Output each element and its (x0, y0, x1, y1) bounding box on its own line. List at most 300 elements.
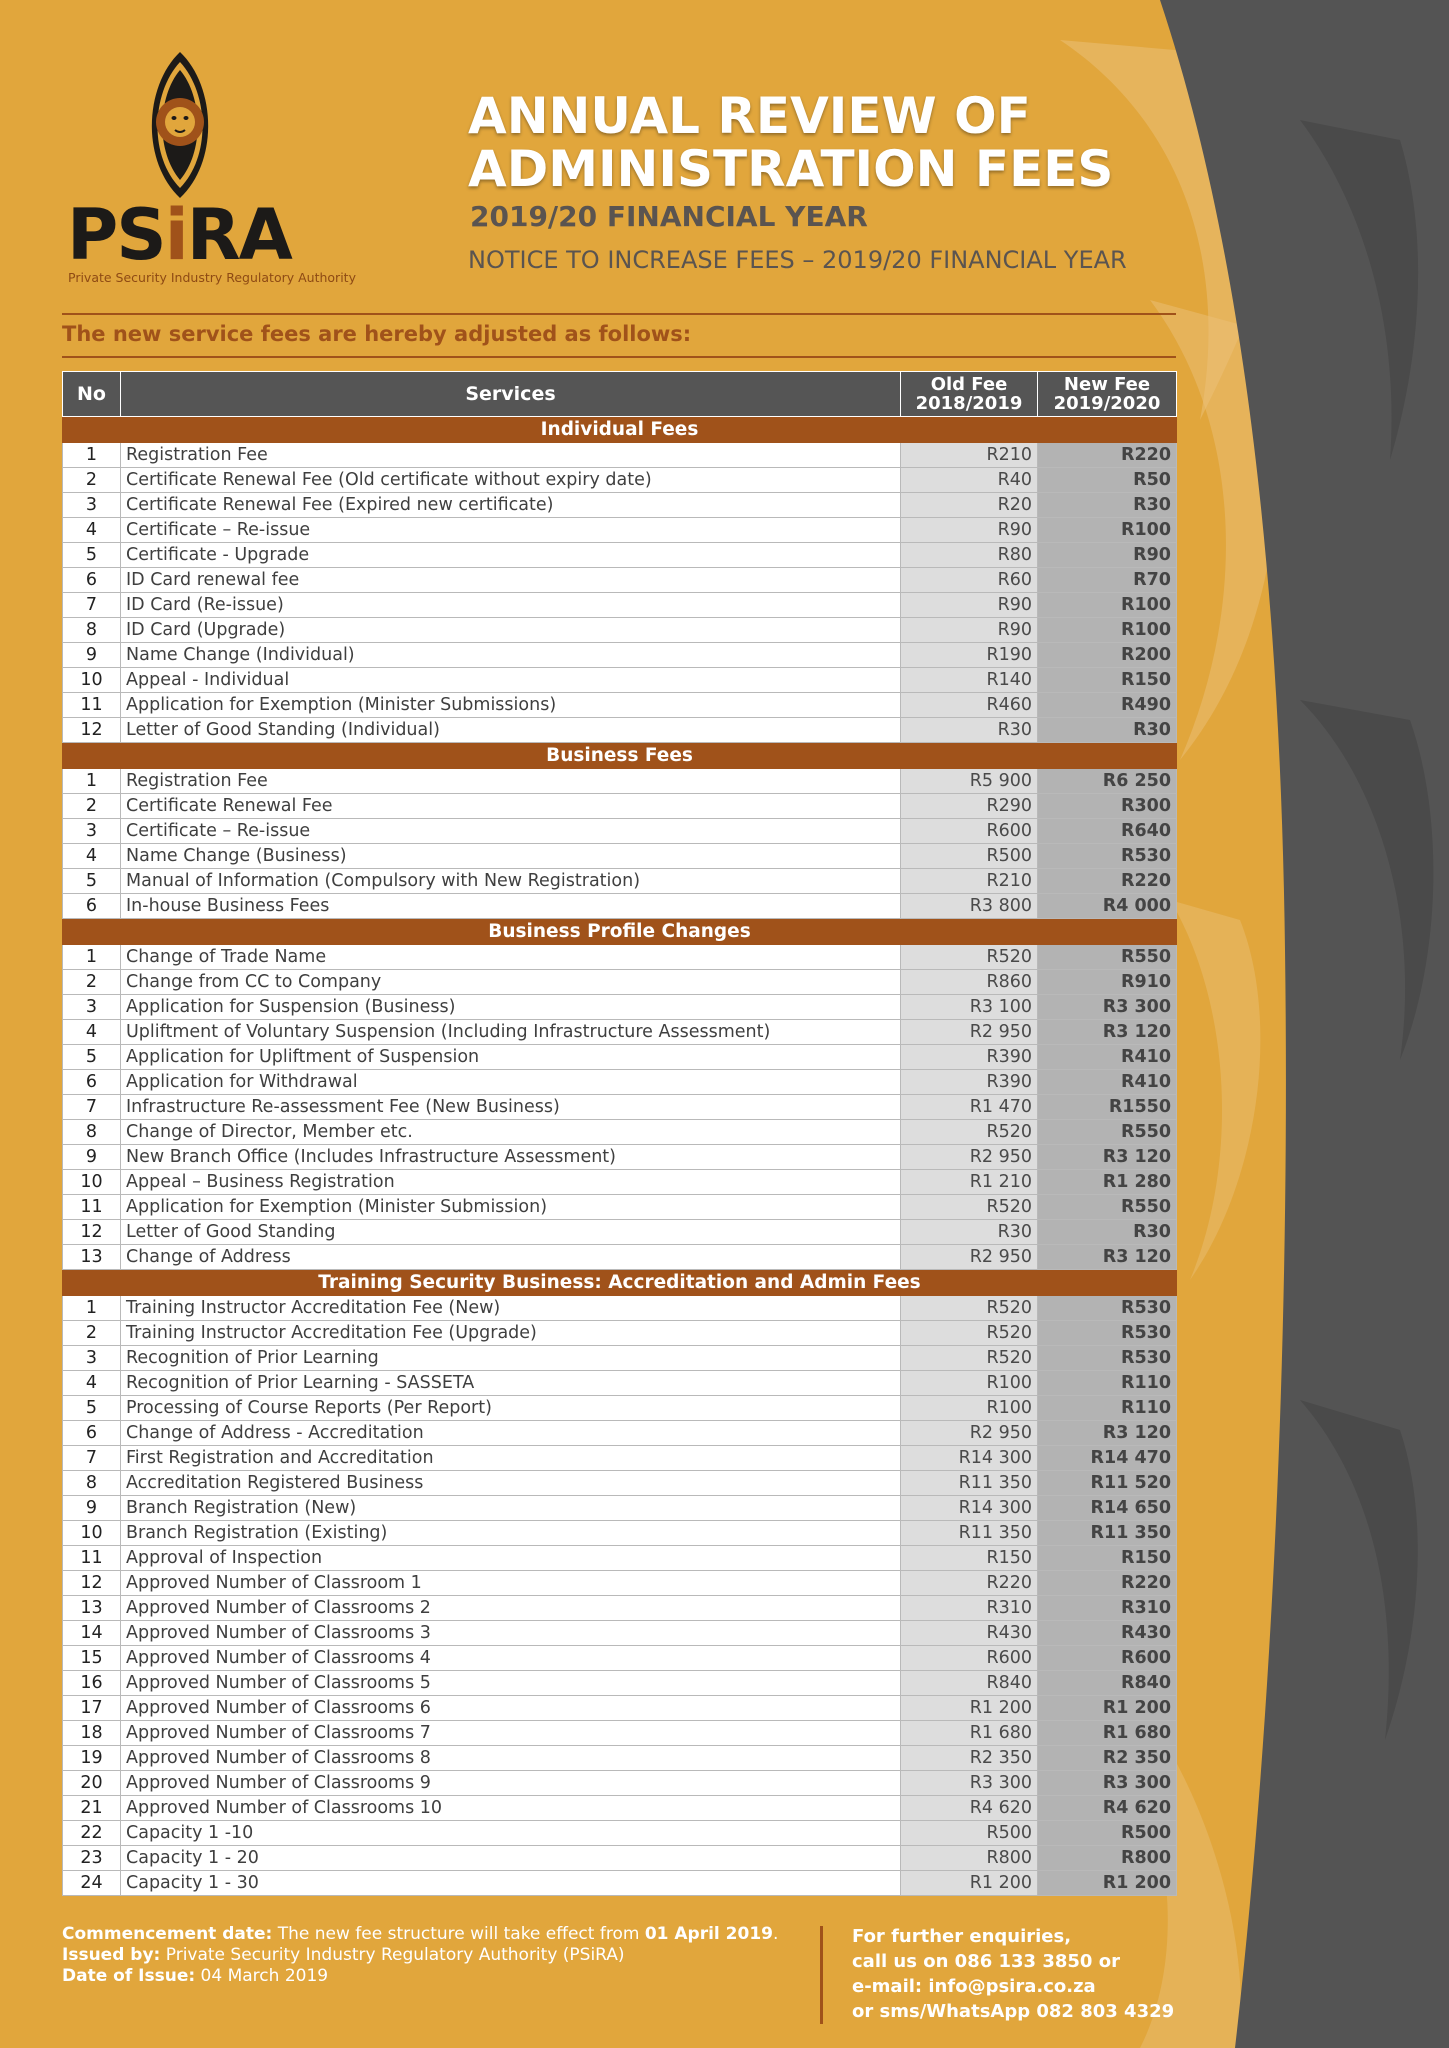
new-fee: R220 (1038, 869, 1177, 894)
row-number: 13 (63, 1245, 121, 1270)
table-row (63, 1045, 1177, 1070)
service-name: Approved Number of Classrooms 3 (121, 1621, 901, 1646)
old-fee: R1 210 (901, 1170, 1038, 1195)
new-fee: R3 120 (1038, 1245, 1177, 1270)
new-fee: R150 (1038, 1546, 1177, 1571)
old-fee: R500 (901, 844, 1038, 869)
new-fee: R14 470 (1038, 1446, 1177, 1471)
service-name: Infrastructure Re-assessment Fee (New Business) (121, 1095, 901, 1120)
service-name: Accreditation Registered Business (121, 1471, 901, 1496)
old-fee: R30 (901, 718, 1038, 743)
row-number: 4 (63, 1371, 121, 1396)
phone-line: call us on 086 133 3850 or (852, 1951, 1120, 1972)
divider-top (62, 313, 1176, 315)
contact-info (852, 1924, 1174, 2024)
row-number: 6 (63, 894, 121, 919)
old-fee: R520 (901, 1321, 1038, 1346)
service-name: Upliftment of Voluntary Suspension (Including Infrastructure Assessment) (121, 1020, 901, 1045)
table-row (63, 894, 1177, 919)
row-number: 18 (63, 1721, 121, 1746)
service-name: Appeal – Business Registration (121, 1170, 901, 1195)
new-fee: R3 120 (1038, 1421, 1177, 1446)
service-name: ID Card renewal fee (121, 568, 901, 593)
table-row (63, 1296, 1177, 1321)
new-fee: R4 000 (1038, 894, 1177, 919)
service-name: Certificate – Re-issue (121, 819, 901, 844)
table-row (63, 1070, 1177, 1095)
table-row (63, 869, 1177, 894)
old-fee: R220 (901, 1571, 1038, 1596)
new-fee: R100 (1038, 618, 1177, 643)
table-row (63, 1871, 1177, 1896)
row-number: 14 (63, 1621, 121, 1646)
row-number: 5 (63, 1396, 121, 1421)
row-number: 3 (63, 493, 121, 518)
new-fee: R70 (1038, 568, 1177, 593)
service-name: Capacity 1 - 20 (121, 1846, 901, 1871)
new-fee: R6 250 (1038, 769, 1177, 794)
table-row (63, 844, 1177, 869)
old-fee: R80 (901, 543, 1038, 568)
service-name: Branch Registration (Existing) (121, 1521, 901, 1546)
new-fee: R220 (1038, 443, 1177, 468)
service-name: Certificate Renewal Fee (121, 794, 901, 819)
old-fee: R90 (901, 618, 1038, 643)
row-number: 1 (63, 945, 121, 970)
table-row (63, 618, 1177, 643)
new-fee: R50 (1038, 468, 1177, 493)
service-name: Certificate Renewal Fee (Expired new certificate) (121, 493, 901, 518)
new-fee: R110 (1038, 1371, 1177, 1396)
service-name: Approved Number of Classrooms 4 (121, 1646, 901, 1671)
financial-year-subtitle: 2019/20 FINANCIAL YEAR (470, 200, 868, 233)
lion-shield-icon (130, 50, 230, 200)
table-row (63, 1621, 1177, 1646)
service-name: Approved Number of Classrooms 2 (121, 1596, 901, 1621)
table-row (63, 1646, 1177, 1671)
table-row (63, 568, 1177, 593)
table-row (63, 1195, 1177, 1220)
service-name: Recognition of Prior Learning - SASSETA (121, 1371, 901, 1396)
new-fee: R30 (1038, 1220, 1177, 1245)
table-row (63, 1546, 1177, 1571)
new-fee: R150 (1038, 668, 1177, 693)
old-fee: R2 350 (901, 1746, 1038, 1771)
new-fee: R100 (1038, 593, 1177, 618)
fees-table-body (63, 417, 1177, 1896)
row-number: 9 (63, 1145, 121, 1170)
fees-table (62, 371, 1177, 1896)
old-fee: R3 300 (901, 1771, 1038, 1796)
logo-wordmark: PSiRA (67, 194, 291, 276)
new-fee: R3 120 (1038, 1145, 1177, 1170)
service-name: Manual of Information (Compulsory with New Registration) (121, 869, 901, 894)
old-fee: R20 (901, 493, 1038, 518)
old-fee: R60 (901, 568, 1038, 593)
section-title: Individual Fees (63, 417, 1177, 443)
table-row (63, 945, 1177, 970)
whatsapp-line: or sms/WhatsApp 082 803 4329 (852, 2001, 1175, 2022)
service-name: Approved Number of Classroom 1 (121, 1571, 901, 1596)
row-number: 5 (63, 543, 121, 568)
section-header-row (63, 919, 1177, 945)
section-title: Business Profile Changes (63, 919, 1177, 945)
title-line-2: ADMINISTRATION FEES (468, 140, 1114, 198)
service-name: Change of Address (121, 1245, 901, 1270)
table-row (63, 668, 1177, 693)
old-fee: R90 (901, 593, 1038, 618)
new-fee: R3 300 (1038, 1771, 1177, 1796)
old-fee: R1 200 (901, 1871, 1038, 1896)
table-row (63, 1446, 1177, 1471)
old-fee: R520 (901, 1346, 1038, 1371)
table-row (63, 1846, 1177, 1871)
new-fee: R530 (1038, 1346, 1177, 1371)
service-name: Certificate – Re-issue (121, 518, 901, 543)
table-row (63, 518, 1177, 543)
row-number: 11 (63, 1195, 121, 1220)
new-fee: R430 (1038, 1621, 1177, 1646)
row-number: 7 (63, 1095, 121, 1120)
service-name: First Registration and Accreditation (121, 1446, 901, 1471)
new-fee: R200 (1038, 643, 1177, 668)
service-name: Certificate Renewal Fee (Old certificate without expiry date) (121, 468, 901, 493)
new-fee: R410 (1038, 1070, 1177, 1095)
table-row (63, 1095, 1177, 1120)
service-name: Certificate - Upgrade (121, 543, 901, 568)
new-fee: R110 (1038, 1396, 1177, 1421)
old-fee: R210 (901, 443, 1038, 468)
table-row (63, 1471, 1177, 1496)
old-fee: R390 (901, 1070, 1038, 1095)
row-number: 21 (63, 1796, 121, 1821)
row-number: 5 (63, 869, 121, 894)
new-fee: R30 (1038, 493, 1177, 518)
row-number: 6 (63, 1421, 121, 1446)
row-number: 12 (63, 1220, 121, 1245)
old-fee: R2 950 (901, 1020, 1038, 1045)
row-number: 4 (63, 1020, 121, 1045)
table-row (63, 1746, 1177, 1771)
section-title: Training Security Business: Accreditation and Admin Fees (63, 1270, 1177, 1296)
new-fee: R90 (1038, 543, 1177, 568)
old-fee: R460 (901, 693, 1038, 718)
service-name: Approved Number of Classrooms 9 (121, 1771, 901, 1796)
footer-divider (820, 1926, 823, 2024)
old-fee: R600 (901, 819, 1038, 844)
table-row (63, 1496, 1177, 1521)
table-row (63, 1421, 1177, 1446)
table-row (63, 819, 1177, 844)
table-row (63, 1821, 1177, 1846)
old-fee: R90 (901, 518, 1038, 543)
service-name: Branch Registration (New) (121, 1496, 901, 1521)
new-fee: R1 680 (1038, 1721, 1177, 1746)
new-fee: R3 120 (1038, 1020, 1177, 1045)
new-fee: R800 (1038, 1846, 1177, 1871)
service-name: Registration Fee (121, 443, 901, 468)
email-line: e-mail: info@psira.co.za (852, 1976, 1096, 1997)
service-name: New Branch Office (Includes Infrastructure Assessment) (121, 1145, 901, 1170)
table-row (63, 1521, 1177, 1546)
row-number: 6 (63, 568, 121, 593)
service-name: Application for Upliftment of Suspension (121, 1045, 901, 1070)
row-number: 2 (63, 468, 121, 493)
row-number: 3 (63, 1346, 121, 1371)
header-old-fee: Old Fee 2018/2019 (901, 372, 1038, 417)
logo-tagline: Private Security Industry Regulatory Authority (68, 270, 356, 285)
new-fee: R220 (1038, 1571, 1177, 1596)
old-fee: R800 (901, 1846, 1038, 1871)
old-fee: R430 (901, 1621, 1038, 1646)
old-fee: R600 (901, 1646, 1038, 1671)
row-number: 3 (63, 995, 121, 1020)
table-row (63, 643, 1177, 668)
row-number: 9 (63, 1496, 121, 1521)
table-row (63, 1346, 1177, 1371)
row-number: 10 (63, 1170, 121, 1195)
table-row (63, 543, 1177, 568)
row-number: 4 (63, 518, 121, 543)
section-header-row (63, 1270, 1177, 1296)
service-name: Change of Address - Accreditation (121, 1421, 901, 1446)
row-number: 1 (63, 769, 121, 794)
service-name: Recognition of Prior Learning (121, 1346, 901, 1371)
table-row (63, 593, 1177, 618)
row-number: 2 (63, 1321, 121, 1346)
row-number: 4 (63, 844, 121, 869)
enquiries-line-1: For further enquiries, (852, 1926, 1072, 1947)
row-number: 10 (63, 1521, 121, 1546)
new-fee: R310 (1038, 1596, 1177, 1621)
old-fee: R310 (901, 1596, 1038, 1621)
row-number: 1 (63, 443, 121, 468)
section-header-row (63, 743, 1177, 769)
old-fee: R140 (901, 668, 1038, 693)
row-number: 10 (63, 668, 121, 693)
page-title (468, 87, 1188, 198)
row-number: 6 (63, 1070, 121, 1095)
fees-table-container (62, 371, 1176, 1896)
service-name: Capacity 1 -10 (121, 1821, 901, 1846)
new-fee: R1 280 (1038, 1170, 1177, 1195)
new-fee: R530 (1038, 1296, 1177, 1321)
table-row (63, 1220, 1177, 1245)
commencement-line: Commencement date: The new fee structure will take effect from 01 April 2019. (62, 1924, 779, 1944)
old-fee: R11 350 (901, 1521, 1038, 1546)
service-name: ID Card (Upgrade) (121, 618, 901, 643)
old-fee: R4 620 (901, 1796, 1038, 1821)
new-fee: R490 (1038, 693, 1177, 718)
new-fee: R3 300 (1038, 995, 1177, 1020)
service-name: Approved Number of Classrooms 6 (121, 1696, 901, 1721)
old-fee: R1 200 (901, 1696, 1038, 1721)
table-row (63, 794, 1177, 819)
service-name: Letter of Good Standing (121, 1220, 901, 1245)
new-fee: R550 (1038, 945, 1177, 970)
row-number: 20 (63, 1771, 121, 1796)
new-fee: R910 (1038, 970, 1177, 995)
new-fee: R500 (1038, 1821, 1177, 1846)
new-fee: R530 (1038, 1321, 1177, 1346)
old-fee: R860 (901, 970, 1038, 995)
service-name: Training Instructor Accreditation Fee (New) (121, 1296, 901, 1321)
new-fee: R840 (1038, 1671, 1177, 1696)
new-fee: R530 (1038, 844, 1177, 869)
header-services: Services (121, 372, 901, 417)
service-name: Approved Number of Classrooms 5 (121, 1671, 901, 1696)
table-row (63, 995, 1177, 1020)
row-number: 16 (63, 1671, 121, 1696)
row-number: 11 (63, 1546, 121, 1571)
row-number: 8 (63, 1120, 121, 1145)
service-name: Application for Suspension (Business) (121, 995, 901, 1020)
old-fee: R3 800 (901, 894, 1038, 919)
table-row (63, 1396, 1177, 1421)
old-fee: R150 (901, 1546, 1038, 1571)
table-row (63, 1696, 1177, 1721)
new-fee: R14 650 (1038, 1496, 1177, 1521)
table-row (63, 1321, 1177, 1346)
table-row (63, 1671, 1177, 1696)
divider-bottom (62, 356, 1176, 358)
service-name: Approved Number of Classrooms 8 (121, 1746, 901, 1771)
new-fee: R300 (1038, 794, 1177, 819)
old-fee: R520 (901, 945, 1038, 970)
old-fee: R2 950 (901, 1245, 1038, 1270)
new-fee: R1 200 (1038, 1871, 1177, 1896)
row-number: 15 (63, 1646, 121, 1671)
service-name: Approved Number of Classrooms 10 (121, 1796, 901, 1821)
old-fee: R520 (901, 1120, 1038, 1145)
table-row (63, 1596, 1177, 1621)
service-name: Application for Exemption (Minister Submission) (121, 1195, 901, 1220)
row-number: 1 (63, 1296, 121, 1321)
service-name: Application for Exemption (Minister Submissions) (121, 693, 901, 718)
row-number: 5 (63, 1045, 121, 1070)
row-number: 12 (63, 718, 121, 743)
table-row (63, 718, 1177, 743)
old-fee: R14 300 (901, 1496, 1038, 1521)
service-name: Appeal - Individual (121, 668, 901, 693)
section-title: Business Fees (63, 743, 1177, 769)
row-number: 8 (63, 618, 121, 643)
new-fee: R640 (1038, 819, 1177, 844)
row-number: 11 (63, 693, 121, 718)
old-fee: R14 300 (901, 1446, 1038, 1471)
table-row (63, 1371, 1177, 1396)
old-fee: R210 (901, 869, 1038, 894)
old-fee: R190 (901, 643, 1038, 668)
service-name: ID Card (Re-issue) (121, 593, 901, 618)
table-row (63, 693, 1177, 718)
table-row (63, 1771, 1177, 1796)
table-row (63, 493, 1177, 518)
service-name: Training Instructor Accreditation Fee (Upgrade) (121, 1321, 901, 1346)
row-number: 9 (63, 643, 121, 668)
new-fee: R410 (1038, 1045, 1177, 1070)
old-fee: R1 680 (901, 1721, 1038, 1746)
new-fee: R11 350 (1038, 1521, 1177, 1546)
row-number: 23 (63, 1846, 121, 1871)
new-fee: R100 (1038, 518, 1177, 543)
service-name: In-house Business Fees (121, 894, 901, 919)
old-fee: R11 350 (901, 1471, 1038, 1496)
table-row (63, 970, 1177, 995)
service-name: Change of Trade Name (121, 945, 901, 970)
service-name: Processing of Course Reports (Per Report) (121, 1396, 901, 1421)
table-row (63, 468, 1177, 493)
row-number: 17 (63, 1696, 121, 1721)
row-number: 19 (63, 1746, 121, 1771)
old-fee: R520 (901, 1296, 1038, 1321)
header-no: No (63, 372, 121, 417)
service-name: Name Change (Individual) (121, 643, 901, 668)
new-fee: R550 (1038, 1120, 1177, 1145)
old-fee: R3 100 (901, 995, 1038, 1020)
new-fee: R4 620 (1038, 1796, 1177, 1821)
old-fee: R840 (901, 1671, 1038, 1696)
row-number: 7 (63, 593, 121, 618)
psira-logo (62, 50, 356, 290)
header-new-fee: New Fee 2019/2020 (1038, 372, 1177, 417)
row-number: 2 (63, 970, 121, 995)
old-fee: R30 (901, 1220, 1038, 1245)
table-row (63, 1796, 1177, 1821)
service-name: Letter of Good Standing (Individual) (121, 718, 901, 743)
table-row (63, 1120, 1177, 1145)
new-fee: R11 520 (1038, 1471, 1177, 1496)
table-row (63, 443, 1177, 468)
notice-text: NOTICE TO INCREASE FEES – 2019/20 FINANCIAL YEAR (468, 246, 1127, 274)
footer-details (62, 1924, 778, 1987)
old-fee: R500 (901, 1821, 1038, 1846)
old-fee: R1 470 (901, 1095, 1038, 1120)
new-fee: R2 350 (1038, 1746, 1177, 1771)
row-number: 12 (63, 1571, 121, 1596)
new-fee: R550 (1038, 1195, 1177, 1220)
service-name: Registration Fee (121, 769, 901, 794)
old-fee: R2 950 (901, 1145, 1038, 1170)
row-number: 3 (63, 819, 121, 844)
table-row (63, 1245, 1177, 1270)
row-number: 7 (63, 1446, 121, 1471)
row-number: 22 (63, 1821, 121, 1846)
old-fee: R290 (901, 794, 1038, 819)
old-fee: R520 (901, 1195, 1038, 1220)
table-row (63, 1145, 1177, 1170)
new-fee: R1 200 (1038, 1696, 1177, 1721)
table-header-row (63, 372, 1177, 417)
row-number: 2 (63, 794, 121, 819)
issued-by-line: Issued by: Private Security Industry Regulatory Authority (PSiRA) (62, 1945, 625, 1965)
table-row (63, 1571, 1177, 1596)
table-row (63, 769, 1177, 794)
date-of-issue-line: Date of Issue: 04 March 2019 (62, 1966, 329, 1986)
title-line-1: ANNUAL REVIEW OF (468, 87, 1031, 145)
new-fee: R1550 (1038, 1095, 1177, 1120)
old-fee: R2 950 (901, 1421, 1038, 1446)
service-name: Name Change (Business) (121, 844, 901, 869)
row-number: 13 (63, 1596, 121, 1621)
old-fee: R40 (901, 468, 1038, 493)
intro-text: The new service fees are hereby adjusted as follows: (62, 322, 692, 346)
table-row (63, 1721, 1177, 1746)
new-fee: R30 (1038, 718, 1177, 743)
row-number: 24 (63, 1871, 121, 1896)
old-fee: R5 900 (901, 769, 1038, 794)
service-name: Approval of Inspection (121, 1546, 901, 1571)
